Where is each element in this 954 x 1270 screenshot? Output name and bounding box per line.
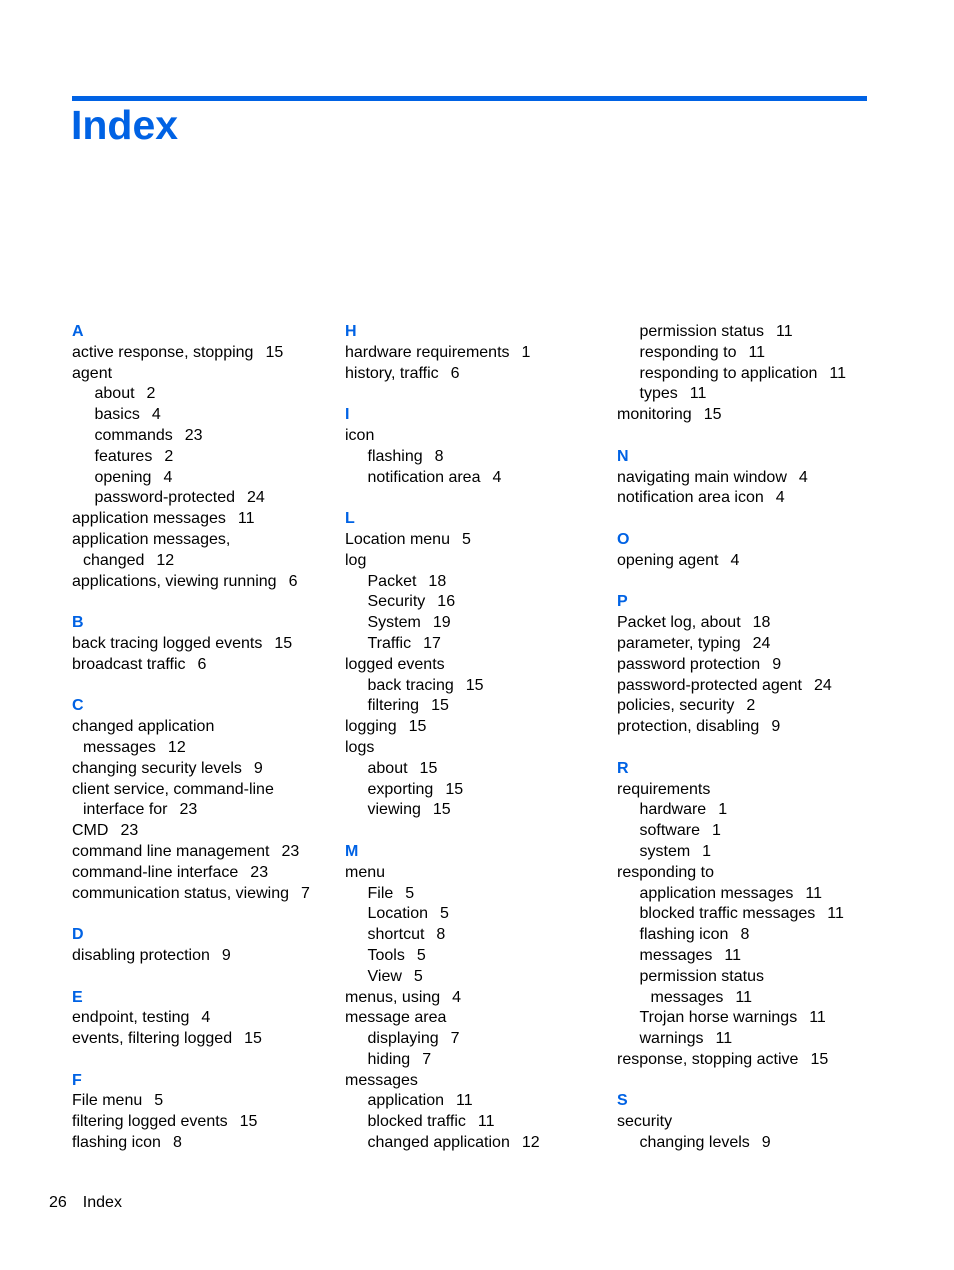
entry-page-link[interactable]: 15 xyxy=(239,1113,258,1131)
index-entry xyxy=(72,634,334,655)
index-letter-heading: I xyxy=(345,406,350,424)
entry-term: changing security levels xyxy=(72,759,242,777)
entry-term: messages xyxy=(83,738,156,756)
footer-label: Index xyxy=(82,1194,122,1211)
index-entry xyxy=(345,551,607,572)
entry-page-link[interactable]: 12 xyxy=(521,1134,540,1152)
entry-page-link[interactable]: 1 xyxy=(711,822,721,840)
index-entry xyxy=(617,405,879,426)
index-letter-heading: O xyxy=(617,530,630,548)
index-group xyxy=(617,447,879,509)
entry-page-link[interactable]: 23 xyxy=(250,863,269,881)
index-entry xyxy=(72,1133,334,1154)
entry-page-link[interactable]: 24 xyxy=(752,634,771,652)
index-entry xyxy=(345,1008,607,1029)
entry-term: application xyxy=(367,1092,444,1110)
index-letter-heading: D xyxy=(72,926,84,944)
entry-page-link[interactable]: 7 xyxy=(450,1030,460,1048)
entry-page-link[interactable]: 2 xyxy=(146,385,156,403)
entry-page-link[interactable]: 1 xyxy=(718,801,728,819)
entry-term: flashing xyxy=(367,447,423,465)
title-rule xyxy=(72,96,867,101)
entry-term: response, stopping active xyxy=(617,1050,799,1068)
entry-term: disabling protection xyxy=(72,946,210,964)
entry-term: File xyxy=(367,884,394,902)
index-entry xyxy=(617,1050,879,1071)
index-entry xyxy=(72,884,334,905)
entry-term: interface for xyxy=(83,801,168,819)
index-entry xyxy=(72,780,334,822)
index-subentry xyxy=(345,800,607,821)
index-group xyxy=(345,509,607,821)
entry-term: navigating main window xyxy=(617,468,787,486)
entry-term: parameter, typing xyxy=(617,634,741,652)
index-subentry xyxy=(72,468,334,489)
entry-page-link[interactable]: 5 xyxy=(440,905,449,923)
index-entry xyxy=(617,717,879,738)
entry-term: software xyxy=(639,822,700,840)
entry-term: changed application xyxy=(72,718,215,736)
entry-term: hardware requirements xyxy=(345,343,510,361)
index-subentry xyxy=(617,343,879,364)
index-entry xyxy=(617,488,879,509)
index-subentry xyxy=(345,759,607,780)
entry-page-link[interactable]: 11 xyxy=(829,364,847,382)
index-subentry xyxy=(617,322,879,343)
index-letter-heading: F xyxy=(72,1071,82,1089)
entry-term: File menu xyxy=(72,1092,143,1110)
index-group xyxy=(345,322,607,384)
entry-page-link[interactable]: 15 xyxy=(431,697,449,715)
index-entry xyxy=(72,821,334,842)
entry-term: back tracing logged events xyxy=(72,634,263,652)
entry-term: Traffic xyxy=(367,634,412,652)
index-entry xyxy=(617,634,879,655)
entry-term: password-protected xyxy=(94,489,236,507)
entry-page-link[interactable]: 9 xyxy=(771,718,781,736)
index-entry xyxy=(72,946,334,967)
entry-page-link[interactable]: 18 xyxy=(752,614,771,632)
index-letter-heading: E xyxy=(72,988,83,1006)
index-entry xyxy=(72,655,334,676)
index-subentry xyxy=(72,405,334,426)
entry-term: requirements xyxy=(617,780,711,798)
entry-term: filtering logged events xyxy=(72,1113,228,1131)
index-entry xyxy=(345,364,607,385)
index-group xyxy=(617,592,879,738)
index-entry xyxy=(345,988,607,1009)
index-subentry xyxy=(345,1112,607,1133)
entry-term: messages xyxy=(650,988,724,1006)
index-subentry xyxy=(345,1133,607,1154)
entry-page-link[interactable]: 15 xyxy=(445,780,464,798)
index-entry xyxy=(617,613,879,634)
entry-page-link[interactable]: 6 xyxy=(450,364,460,382)
entry-term: policies, security xyxy=(617,697,735,715)
index-entry xyxy=(72,759,334,780)
entry-page-link[interactable]: 11 xyxy=(689,385,707,403)
index-letter-heading: N xyxy=(617,447,629,465)
index-subentry xyxy=(345,1091,607,1112)
entry-term: about xyxy=(94,385,135,403)
index-subentry xyxy=(345,884,607,905)
entry-term: notification area icon xyxy=(617,489,764,507)
index-subentry xyxy=(617,1133,879,1154)
entry-term: features xyxy=(94,447,153,465)
index-entry xyxy=(617,780,879,801)
entry-term: back tracing xyxy=(367,676,454,694)
index-subentry xyxy=(617,1008,879,1029)
index-subentry xyxy=(617,800,879,821)
entry-page-link[interactable]: 12 xyxy=(156,551,175,569)
index-column-2 xyxy=(345,322,607,1154)
entry-page-link[interactable]: 17 xyxy=(423,634,441,652)
entry-page-link[interactable]: 9 xyxy=(221,946,231,964)
entry-term: message area xyxy=(345,1009,447,1027)
entry-term: Trojan horse warnings xyxy=(639,1009,798,1027)
entry-term: System xyxy=(367,614,421,632)
page-title: Index xyxy=(71,102,179,148)
index-entry xyxy=(345,343,607,364)
entry-page-link[interactable]: 6 xyxy=(288,572,298,590)
entry-term: password protection xyxy=(617,655,761,673)
entry-term: application messages xyxy=(72,510,226,528)
entry-term: permission status xyxy=(639,967,764,985)
index-entry xyxy=(617,676,879,697)
index-subentry xyxy=(345,676,607,697)
index-entry xyxy=(345,738,607,759)
entry-term: opening xyxy=(94,468,152,486)
entry-term: Packet xyxy=(367,572,417,590)
entry-term: endpoint, testing xyxy=(72,1009,190,1027)
footer-page-number: 26 xyxy=(49,1194,67,1211)
index-letter-heading: M xyxy=(345,842,359,860)
entry-page-link[interactable]: 4 xyxy=(492,468,502,486)
entry-page-link[interactable]: 4 xyxy=(775,489,785,507)
entry-term: log xyxy=(345,551,367,569)
index-letter-heading: P xyxy=(617,593,628,611)
index-subentry xyxy=(617,884,879,905)
entry-term: history, traffic xyxy=(345,364,439,382)
entry-page-link[interactable]: 4 xyxy=(452,988,462,1006)
entry-page-link[interactable]: 11 xyxy=(827,905,844,923)
index-entry xyxy=(72,1029,334,1050)
index-subentry xyxy=(345,634,607,655)
entry-page-link[interactable]: 15 xyxy=(703,406,722,424)
index-group xyxy=(72,696,334,904)
index-letter-heading: C xyxy=(72,697,84,715)
entry-term: blocked traffic messages xyxy=(639,905,816,923)
entry-term: monitoring xyxy=(617,406,692,424)
index-entry xyxy=(72,572,334,593)
entry-page-link[interactable]: 9 xyxy=(772,655,782,673)
index-entry xyxy=(345,426,607,447)
index-subentry xyxy=(345,613,607,634)
index-entry xyxy=(617,655,879,676)
index-entry xyxy=(72,1091,334,1112)
index-entry xyxy=(72,842,334,863)
index-subentry xyxy=(617,842,879,863)
index-entry xyxy=(72,717,334,759)
entry-page-link[interactable]: 11 xyxy=(805,884,822,902)
index-subentry xyxy=(617,967,879,1009)
entry-page-link[interactable]: 23 xyxy=(184,426,203,444)
index-subentry xyxy=(72,447,334,468)
entry-page-link[interactable]: 23 xyxy=(281,842,300,860)
index-subentry xyxy=(72,488,334,509)
index-group xyxy=(617,530,879,572)
index-subentry xyxy=(617,946,879,967)
index-entry xyxy=(72,530,334,572)
index-entry xyxy=(345,530,607,551)
index-letter-heading: A xyxy=(72,323,84,340)
entry-term: blocked traffic xyxy=(367,1113,466,1131)
index-subentry xyxy=(617,364,879,385)
entry-page-link[interactable]: 8 xyxy=(740,926,750,944)
entry-term: security xyxy=(617,1113,673,1131)
entry-term: shortcut xyxy=(367,926,425,944)
entry-term: system xyxy=(639,842,691,860)
index-entry xyxy=(72,1112,334,1133)
index-subentry xyxy=(345,592,607,613)
index-subentry xyxy=(617,925,879,946)
entry-page-link[interactable]: 23 xyxy=(179,801,198,819)
index-subentry xyxy=(617,384,879,405)
entry-page-link[interactable]: 5 xyxy=(413,967,423,985)
index-subentry xyxy=(617,821,879,842)
entry-term: basics xyxy=(94,406,140,424)
entry-page-link[interactable]: 9 xyxy=(253,759,263,777)
index-subentry xyxy=(345,572,607,593)
entry-term: agent xyxy=(72,364,113,382)
entry-page-link[interactable]: 8 xyxy=(172,1134,182,1152)
index-subentry xyxy=(345,1050,607,1071)
index-group xyxy=(617,322,879,426)
index-subentry xyxy=(72,384,334,405)
entry-page-link[interactable]: 15 xyxy=(419,759,438,777)
entry-page-link[interactable]: 24 xyxy=(814,676,832,694)
entry-term: changed xyxy=(83,551,145,569)
entry-term: opening agent xyxy=(617,551,719,569)
index-subentry xyxy=(345,946,607,967)
entry-term: hardware xyxy=(639,801,707,819)
entry-term: messages xyxy=(345,1071,418,1089)
index-entry xyxy=(345,863,607,884)
entry-page-link[interactable]: 15 xyxy=(408,718,427,736)
index-subentry xyxy=(345,696,607,717)
entry-term: applications, viewing running xyxy=(72,572,277,590)
entry-term: icon xyxy=(345,426,375,444)
entry-page-link[interactable]: 7 xyxy=(300,884,310,902)
index-entry xyxy=(72,863,334,884)
entry-page-link[interactable]: 11 xyxy=(809,1009,826,1027)
entry-term: command-line interface xyxy=(72,863,239,881)
index-group xyxy=(72,1071,334,1154)
entry-page-link[interactable]: 15 xyxy=(810,1050,829,1068)
index-group xyxy=(345,405,607,488)
entry-term: flashing icon xyxy=(72,1134,161,1152)
index-group xyxy=(617,759,879,1071)
entry-page-link[interactable]: 5 xyxy=(405,884,415,902)
index-subentry xyxy=(345,1029,607,1050)
entry-page-link[interactable]: 9 xyxy=(761,1134,771,1152)
entry-term: Tools xyxy=(367,946,405,964)
entry-term: notification area xyxy=(367,468,481,486)
entry-term: changed application xyxy=(367,1134,510,1152)
entry-page-link[interactable]: 15 xyxy=(244,1030,262,1048)
index-subentry xyxy=(345,780,607,801)
index-group xyxy=(72,613,334,675)
entry-page-link[interactable]: 2 xyxy=(746,697,756,715)
entry-page-link[interactable]: 11 xyxy=(724,946,742,964)
entry-term: protection, disabling xyxy=(617,718,760,736)
entry-term: about xyxy=(367,759,408,777)
index-letter-heading: B xyxy=(72,614,84,632)
index-subentry xyxy=(72,426,334,447)
index-subentry xyxy=(345,904,607,925)
entry-term: responding to application xyxy=(639,364,818,382)
entry-page-link[interactable]: 7 xyxy=(422,1050,432,1068)
index-entry xyxy=(345,655,607,676)
index-entry xyxy=(345,1071,607,1092)
entry-page-link[interactable]: 15 xyxy=(265,343,284,361)
entry-term: Location xyxy=(367,905,428,923)
entry-term: displaying xyxy=(367,1030,439,1048)
entry-term: responding to xyxy=(639,343,737,361)
entry-page-link[interactable]: 11 xyxy=(456,1092,473,1110)
entry-page-link[interactable]: 11 xyxy=(776,323,793,340)
entry-term: filtering xyxy=(367,697,420,715)
entry-term: Packet log, about xyxy=(617,614,741,632)
entry-term: broadcast traffic xyxy=(72,655,186,673)
entry-term: responding to xyxy=(617,863,714,881)
entry-page-link[interactable]: 4 xyxy=(163,468,173,486)
entry-page-link[interactable]: 8 xyxy=(436,926,446,944)
index-subentry xyxy=(617,904,879,925)
entry-term: hiding xyxy=(367,1050,411,1068)
entry-term: logs xyxy=(345,738,375,756)
entry-term: active response, stopping xyxy=(72,343,254,361)
entry-page-link[interactable]: 8 xyxy=(434,447,444,465)
index-entry xyxy=(617,468,879,489)
entry-page-link[interactable]: 4 xyxy=(798,468,808,486)
index-letter-heading: L xyxy=(345,510,355,528)
entry-page-link[interactable]: 15 xyxy=(465,676,484,694)
index-entry xyxy=(72,509,334,530)
entry-term: client service, command-line xyxy=(72,780,274,798)
entry-term: Security xyxy=(367,593,426,611)
entry-term: communication status, viewing xyxy=(72,884,289,902)
entry-term: messages xyxy=(639,946,713,964)
entry-page-link[interactable]: 4 xyxy=(730,551,740,569)
entry-page-link[interactable]: 11 xyxy=(715,1030,733,1048)
index-letter-heading: R xyxy=(617,759,629,777)
entry-page-link[interactable]: 24 xyxy=(247,489,265,507)
entry-page-link[interactable]: 6 xyxy=(197,655,207,673)
index-subentry xyxy=(345,967,607,988)
index-entry xyxy=(617,863,879,884)
index-letter-heading: S xyxy=(617,1092,628,1110)
index-group xyxy=(617,1091,879,1153)
index-group xyxy=(72,925,334,967)
entry-term: permission status xyxy=(639,323,764,340)
entry-page-link[interactable]: 5 xyxy=(154,1092,164,1110)
entry-term: menus, using xyxy=(345,988,441,1006)
entry-page-link[interactable]: 18 xyxy=(428,572,447,590)
index-entry xyxy=(72,343,334,364)
entry-term: password-protected agent xyxy=(617,676,802,694)
entry-term: View xyxy=(367,967,402,985)
entry-term: viewing xyxy=(367,801,421,819)
entry-term: logging xyxy=(345,718,397,736)
entry-term: commands xyxy=(94,426,173,444)
entry-page-link[interactable]: 16 xyxy=(437,593,456,611)
entry-page-link[interactable]: 15 xyxy=(274,634,293,652)
entry-term: CMD xyxy=(72,822,109,840)
entry-page-link[interactable]: 11 xyxy=(735,988,753,1006)
index-group xyxy=(72,322,334,592)
index-entry xyxy=(72,1008,334,1029)
index-entry xyxy=(72,364,334,385)
index-group xyxy=(72,988,334,1050)
entry-page-link[interactable]: 19 xyxy=(432,614,451,632)
entry-term: changing levels xyxy=(639,1134,750,1152)
entry-term: types xyxy=(639,385,678,403)
page-footer xyxy=(49,1193,122,1213)
entry-term: exporting xyxy=(367,780,434,798)
index-column-3 xyxy=(617,322,879,1154)
entry-page-link[interactable]: 1 xyxy=(521,343,531,361)
entry-page-link[interactable]: 11 xyxy=(477,1113,495,1131)
index-subentry xyxy=(345,447,607,468)
entry-page-link[interactable]: 4 xyxy=(151,406,161,424)
entry-term: warnings xyxy=(639,1030,704,1048)
entry-page-link[interactable]: 12 xyxy=(167,738,186,756)
index-subentry xyxy=(617,1029,879,1050)
entry-page-link[interactable]: 4 xyxy=(201,1009,211,1027)
entry-term: flashing icon xyxy=(639,926,729,944)
entry-page-link[interactable]: 11 xyxy=(237,510,255,528)
entry-page-link[interactable]: 23 xyxy=(120,822,139,840)
entry-term: command line management xyxy=(72,842,270,860)
index-subentry xyxy=(345,925,607,946)
entry-page-link[interactable]: 5 xyxy=(461,530,471,548)
index-group xyxy=(345,842,607,1154)
entry-term: application messages, xyxy=(72,530,231,548)
entry-term: menu xyxy=(345,863,386,881)
index-subentry xyxy=(345,468,607,489)
index-entry xyxy=(345,717,607,738)
entry-page-link[interactable]: 5 xyxy=(416,946,426,964)
entry-term: logged events xyxy=(345,655,445,673)
entry-page-link[interactable]: 1 xyxy=(702,842,712,860)
entry-page-link[interactable]: 15 xyxy=(432,801,451,819)
entry-term: Location menu xyxy=(345,530,450,548)
index-entry xyxy=(617,696,879,717)
entry-page-link[interactable]: 11 xyxy=(748,343,766,361)
index-entry xyxy=(617,551,879,572)
entry-page-link[interactable]: 2 xyxy=(164,447,174,465)
index-letter-heading: H xyxy=(345,323,357,340)
entry-term: application messages xyxy=(639,884,794,902)
entry-term: events, filtering logged xyxy=(72,1030,233,1048)
index-entry xyxy=(617,1112,879,1133)
index-column-1 xyxy=(72,322,334,1154)
